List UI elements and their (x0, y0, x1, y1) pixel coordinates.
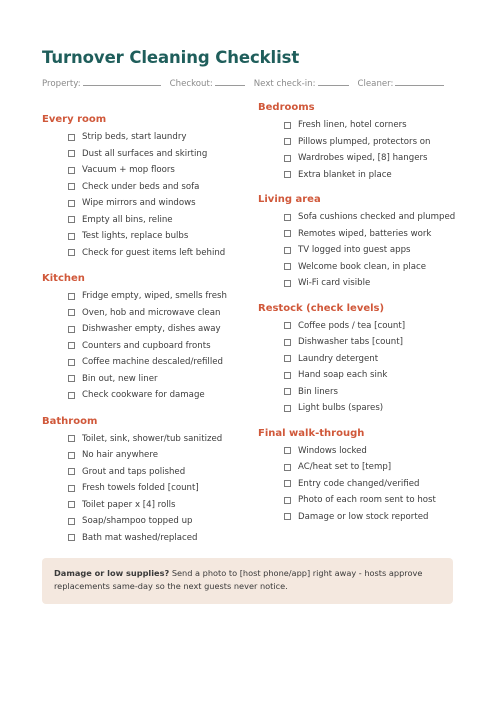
field-label: Next check-in: (253, 79, 316, 89)
checklist-item[interactable] (68, 288, 227, 304)
checklist-item[interactable] (284, 443, 367, 459)
checklist-item-label: AC/heat set to [temp] (298, 462, 392, 472)
checklist-item[interactable] (284, 259, 426, 275)
page-title: Turnover Cleaning Checklist (42, 48, 300, 67)
field-blank[interactable] (395, 78, 444, 86)
checklist-item[interactable] (68, 195, 196, 211)
checkbox-icon[interactable] (68, 468, 75, 475)
field-blank[interactable] (215, 78, 245, 86)
checklist-item-label: TV logged into guest apps (298, 245, 411, 255)
checklist-item-label: Toilet paper x [4] rolls (82, 499, 176, 510)
checklist-item-label: Fridge empty, wiped, smells fresh (82, 291, 227, 301)
checklist-item[interactable] (284, 117, 407, 133)
checklist-item[interactable] (284, 384, 338, 400)
section-title: Every room (42, 114, 107, 125)
checklist-item-label: Counters and cupboard fronts (82, 340, 211, 351)
checklist-item-label: Empty all bins, reline (82, 214, 173, 225)
checklist-item[interactable] (68, 431, 222, 447)
checkbox-icon[interactable] (284, 322, 291, 329)
supplies-note (42, 558, 453, 604)
field-0 (42, 78, 161, 89)
checklist-item-label: Check for guest items left behind (82, 247, 226, 258)
checkbox-icon[interactable] (68, 309, 75, 316)
checklist-item-label: Coffee machine descaled/refilled (82, 357, 223, 367)
checklist-item-label: Windows locked (298, 445, 367, 456)
field-blank[interactable] (318, 78, 349, 86)
checkbox-icon[interactable] (284, 405, 291, 412)
field-3 (358, 78, 445, 89)
checkbox-icon[interactable] (284, 513, 291, 520)
checklist-item[interactable] (68, 146, 207, 162)
checklist-item[interactable] (284, 150, 428, 166)
checkbox-icon[interactable] (68, 134, 75, 141)
checklist-item-label: Extra blanket in place (298, 169, 392, 180)
checkbox-icon[interactable] (68, 501, 75, 508)
checkbox-icon[interactable] (68, 342, 75, 349)
checklist-item[interactable] (68, 245, 225, 261)
checklist-item[interactable] (68, 447, 158, 463)
checkbox-icon[interactable] (68, 359, 75, 366)
checklist-item[interactable] (68, 179, 199, 195)
checklist-item-label: Oven, hob and microwave clean (82, 307, 221, 318)
checklist-item[interactable] (68, 530, 198, 546)
checklist-item[interactable] (68, 321, 221, 337)
section-title: Living area (258, 194, 321, 205)
checklist-item-label: Wi-Fi card visible (298, 278, 371, 288)
checklist-item[interactable] (68, 305, 220, 321)
checklist-item-label: Dishwasher empty, dishes away (82, 324, 221, 334)
field-1 (170, 78, 245, 89)
field-2 (254, 78, 349, 89)
checklist-item-label: Wipe mirrors and windows (82, 198, 196, 208)
checkbox-icon[interactable] (284, 171, 291, 178)
checklist-item[interactable] (68, 129, 186, 145)
checklist-item[interactable] (68, 354, 223, 370)
field-blank[interactable] (83, 78, 161, 86)
section-title: Restock (check levels) (258, 302, 385, 314)
checklist-item[interactable] (68, 371, 158, 387)
checklist-item-label: Entry code changed/verified (298, 478, 420, 489)
note-text: Send a photo to [host phone/app] right away - hosts approve replacements same-day so the next guests never notice. (54, 568, 423, 591)
checkbox-icon[interactable] (284, 447, 291, 454)
checklist-item[interactable] (284, 134, 431, 150)
checklist-item[interactable] (284, 275, 370, 291)
checklist-item-label: Photo of each room sent to host (298, 495, 436, 505)
checklist-item-label: Vacuum + mop floors (82, 165, 175, 175)
checklist-item-label: Pillows plumped, protectors on (298, 136, 431, 147)
checkbox-icon[interactable] (68, 200, 75, 207)
checklist-item-label: Laundry detergent (298, 353, 379, 364)
checklist-item-label: No hair anywhere (82, 450, 158, 460)
checklist-item-label: Damage or low stock reported (298, 511, 429, 522)
checklist-item-label: Bin liners (298, 386, 338, 397)
note-heading: Damage or low supplies? (54, 568, 170, 578)
checklist-item[interactable] (284, 367, 387, 383)
checklist-item-label: Check cookware for damage (82, 390, 205, 400)
checklist-item[interactable] (284, 459, 391, 475)
checkbox-icon[interactable] (68, 485, 75, 492)
checklist-item[interactable] (68, 162, 175, 178)
checkbox-icon[interactable] (284, 480, 291, 487)
checkbox-icon[interactable] (284, 263, 291, 270)
checklist-item[interactable] (284, 318, 405, 334)
checkbox-icon[interactable] (284, 372, 291, 379)
checkbox-icon[interactable] (68, 216, 75, 223)
field-label: Checkout: (169, 79, 213, 89)
checklist-item-label: Bath mat washed/replaced (82, 532, 198, 543)
checklist-item-label: Fresh linen, hotel corners (298, 120, 407, 130)
header-fields (42, 78, 453, 89)
checkbox-icon[interactable] (284, 214, 291, 221)
checkbox-icon[interactable] (284, 339, 291, 346)
checklist-item-label: Check under beds and sofa (82, 181, 200, 192)
checklist-item-label: Bin out, new liner (82, 373, 158, 384)
checklist-item[interactable] (68, 497, 176, 513)
checklist-item[interactable] (68, 464, 185, 480)
checklist-item-label: Dust all surfaces and skirting (82, 148, 208, 159)
checklist-item-label: Hand soap each sink (298, 370, 388, 380)
checklist-item-label: Wardrobes wiped, [8] hangers (298, 153, 428, 163)
checkbox-icon[interactable] (68, 150, 75, 157)
checklist-item[interactable] (68, 212, 173, 228)
checklist-item[interactable] (68, 387, 205, 403)
checklist-item[interactable] (284, 334, 403, 350)
checkbox-icon[interactable] (284, 155, 291, 162)
checklist-item-label: Soap/shampoo topped up (82, 516, 193, 526)
checkbox-icon[interactable] (68, 233, 75, 240)
checklist-item-label: Toilet, sink, shower/tub sanitized (82, 433, 223, 444)
checkbox-icon[interactable] (68, 326, 75, 333)
section-title: Kitchen (42, 273, 85, 284)
checkbox-icon[interactable] (68, 452, 75, 459)
checklist-item[interactable] (284, 167, 392, 183)
checkbox-icon[interactable] (68, 249, 75, 256)
checkbox-icon[interactable] (284, 464, 291, 471)
checkbox-icon[interactable] (68, 534, 75, 541)
checklist-item[interactable] (284, 226, 431, 242)
checklist-item[interactable] (68, 513, 193, 529)
checklist-item-label: Strip beds, start laundry (82, 132, 187, 142)
checklist-item[interactable] (284, 351, 378, 367)
checklist-item[interactable] (284, 509, 428, 525)
checklist-item[interactable] (284, 400, 383, 416)
checklist-item-label: Welcome book clean, in place (298, 261, 426, 272)
checklist-item[interactable] (68, 228, 188, 244)
section-title: Bedrooms (258, 102, 315, 113)
section-title: Final walk-through (258, 427, 365, 439)
checkbox-icon[interactable] (68, 183, 75, 190)
checkbox-icon[interactable] (284, 247, 291, 254)
checklist-item[interactable] (68, 338, 211, 354)
checkbox-icon[interactable] (68, 293, 75, 300)
checkbox-icon[interactable] (284, 230, 291, 237)
checkbox-icon[interactable] (284, 280, 291, 287)
checklist-item-label: Dishwasher tabs [count] (298, 337, 403, 347)
checklist-item[interactable] (284, 242, 411, 258)
field-label: Cleaner: (357, 79, 394, 89)
checklist-item[interactable] (284, 492, 436, 508)
checklist-item-label: Grout and taps polished (82, 466, 186, 477)
checkbox-icon[interactable] (68, 167, 75, 174)
checkbox-icon[interactable] (68, 435, 75, 442)
checklist-item[interactable] (284, 476, 419, 492)
checkbox-icon[interactable] (284, 138, 291, 145)
checkbox-icon[interactable] (284, 355, 291, 362)
checklist-item[interactable] (284, 209, 455, 225)
checklist-item-label: Light bulbs (spares) (298, 403, 384, 413)
checklist-item-label: Remotes wiped, batteries work (298, 228, 432, 239)
checklist-item-label: Test lights, replace bulbs (82, 231, 189, 241)
section-title: Bathroom (42, 415, 98, 427)
checkbox-icon[interactable] (68, 392, 75, 399)
checkbox-icon[interactable] (284, 122, 291, 129)
checklist-item-label: Sofa cushions checked and plumped (298, 212, 456, 222)
checkbox-icon[interactable] (284, 497, 291, 504)
checklist-item-label: Coffee pods / tea [count] (298, 320, 406, 331)
checkbox-icon[interactable] (284, 388, 291, 395)
checklist-item[interactable] (68, 480, 199, 496)
field-label: Property: (42, 79, 81, 89)
checkbox-icon[interactable] (68, 518, 75, 525)
checkbox-icon[interactable] (68, 375, 75, 382)
checklist-item-label: Fresh towels folded [count] (82, 483, 199, 493)
